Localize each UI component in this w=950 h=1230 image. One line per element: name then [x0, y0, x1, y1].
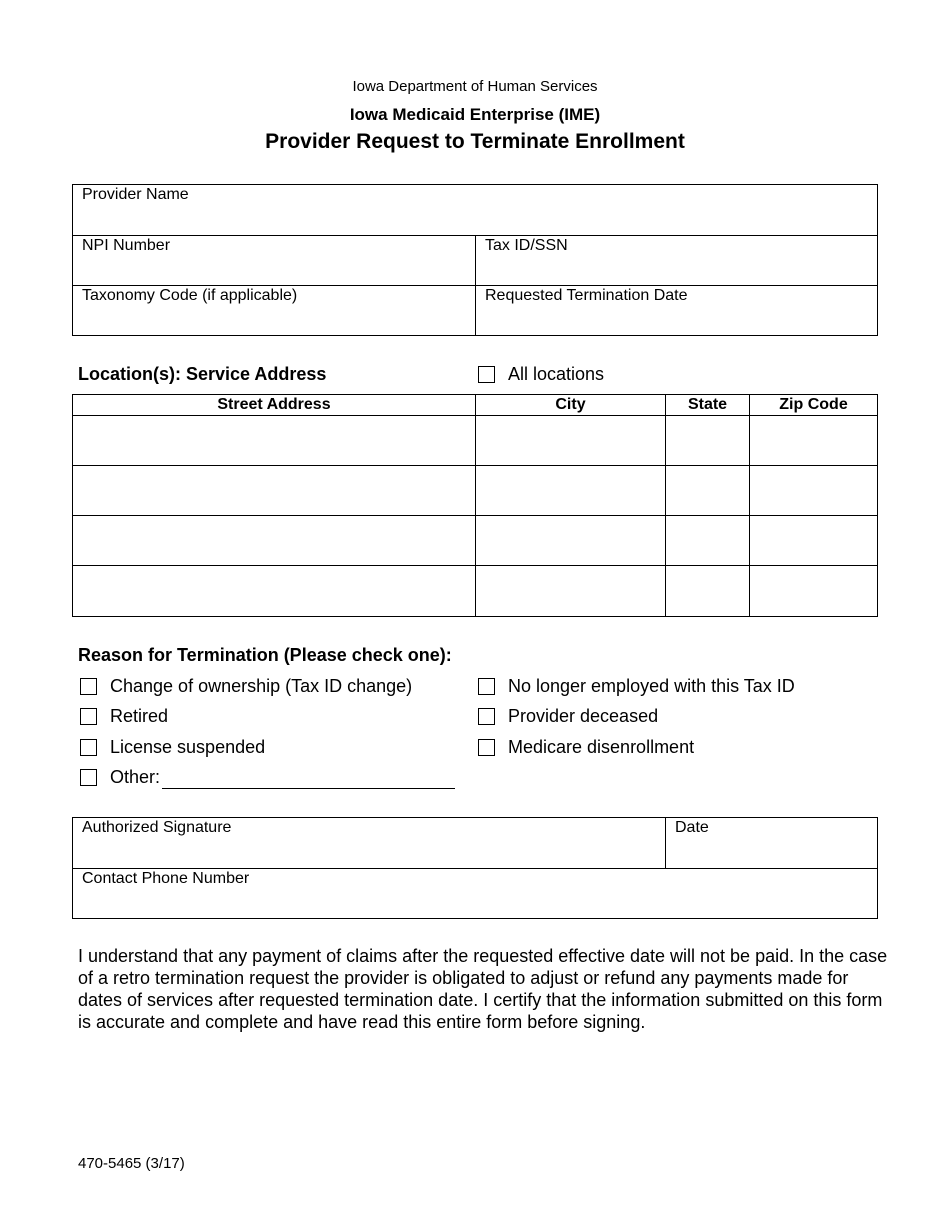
- department-name: Iowa Department of Human Services: [352, 78, 598, 95]
- authorized-signature-label: Authorized Signature: [82, 819, 232, 836]
- street-address-input[interactable]: [72, 515, 476, 566]
- other-checkbox[interactable]: [80, 769, 97, 786]
- signature-date-field[interactable]: [665, 817, 878, 869]
- zip-code-input[interactable]: [749, 515, 878, 566]
- tax-id-label: Tax ID/SSN: [485, 237, 568, 254]
- medicare-disenrollment-checkbox[interactable]: [478, 739, 495, 756]
- change-of-ownership-checkbox[interactable]: [80, 678, 97, 695]
- retired-label: Retired: [110, 706, 169, 726]
- no-longer-employed-label: No longer employed with this Tax ID: [508, 676, 795, 696]
- contact-phone-field[interactable]: [72, 868, 878, 919]
- no-longer-employed-checkbox[interactable]: [478, 678, 495, 695]
- street-address-input[interactable]: [72, 565, 476, 617]
- locations-heading: Location(s): Service Address: [78, 364, 327, 384]
- page-title: Provider Request to Terminate Enrollment: [265, 130, 685, 153]
- state-header: State: [687, 396, 728, 413]
- city-input[interactable]: [475, 465, 666, 516]
- zip-code-header-cell: [749, 394, 878, 416]
- state-input[interactable]: [665, 515, 750, 566]
- provider-deceased-checkbox[interactable]: [478, 708, 495, 725]
- certification-statement: I understand that any payment of claims after the requested effective date will not be paid. In the case of a retro termination request the provider is obligated to adjust or refund any payments made for dates of services after requested termination date. I certify that the information submitted on this form is accurate and complete and have read this entire form before signing.: [78, 946, 888, 1032]
- tax-id-field[interactable]: [475, 235, 878, 286]
- form-number: 470-5465 (3/17): [78, 1155, 185, 1172]
- signature-date-label: Date: [675, 819, 709, 836]
- all-locations-label: All locations: [508, 364, 605, 384]
- other-label: Other:: [110, 767, 161, 787]
- license-suspended-checkbox[interactable]: [80, 739, 97, 756]
- zip-code-input[interactable]: [749, 565, 878, 617]
- termination-date-label: Requested Termination Date: [485, 287, 688, 304]
- street-address-header: Street Address: [217, 396, 331, 413]
- contact-phone-label: Contact Phone Number: [82, 870, 250, 887]
- state-input[interactable]: [665, 465, 750, 516]
- state-input[interactable]: [665, 565, 750, 617]
- medicare-disenrollment-label: Medicare disenrollment: [508, 737, 695, 757]
- zip-code-header: Zip Code: [779, 396, 848, 413]
- city-input[interactable]: [475, 415, 666, 466]
- provider-name-label: Provider Name: [82, 186, 189, 203]
- npi-number-field[interactable]: [72, 235, 476, 286]
- provider-deceased-label: Provider deceased: [508, 706, 659, 726]
- street-address-input[interactable]: [72, 415, 476, 466]
- change-of-ownership-label: Change of ownership (Tax ID change): [110, 676, 413, 696]
- street-address-header-cell: [72, 394, 476, 416]
- city-input[interactable]: [475, 515, 666, 566]
- taxonomy-code-label: Taxonomy Code (if applicable): [82, 287, 298, 304]
- license-suspended-label: License suspended: [110, 737, 266, 757]
- street-address-input[interactable]: [72, 465, 476, 516]
- zip-code-input[interactable]: [749, 415, 878, 466]
- city-header: City: [555, 396, 586, 413]
- other-input-line[interactable]: [162, 788, 455, 789]
- provider-name-field[interactable]: [72, 184, 878, 236]
- city-input[interactable]: [475, 565, 666, 617]
- reason-heading: Reason for Termination (Please check one):: [78, 645, 452, 665]
- state-header-cell: [665, 394, 750, 416]
- all-locations-checkbox[interactable]: [478, 366, 495, 383]
- npi-number-label: NPI Number: [82, 237, 171, 254]
- agency-name: Iowa Medicaid Enterprise (IME): [349, 105, 601, 124]
- zip-code-input[interactable]: [749, 465, 878, 516]
- termination-date-field[interactable]: [475, 285, 878, 336]
- retired-checkbox[interactable]: [80, 708, 97, 725]
- state-input[interactable]: [665, 415, 750, 466]
- city-header-cell: [475, 394, 666, 416]
- taxonomy-code-field[interactable]: [72, 285, 476, 336]
- authorized-signature-field[interactable]: [72, 817, 666, 869]
